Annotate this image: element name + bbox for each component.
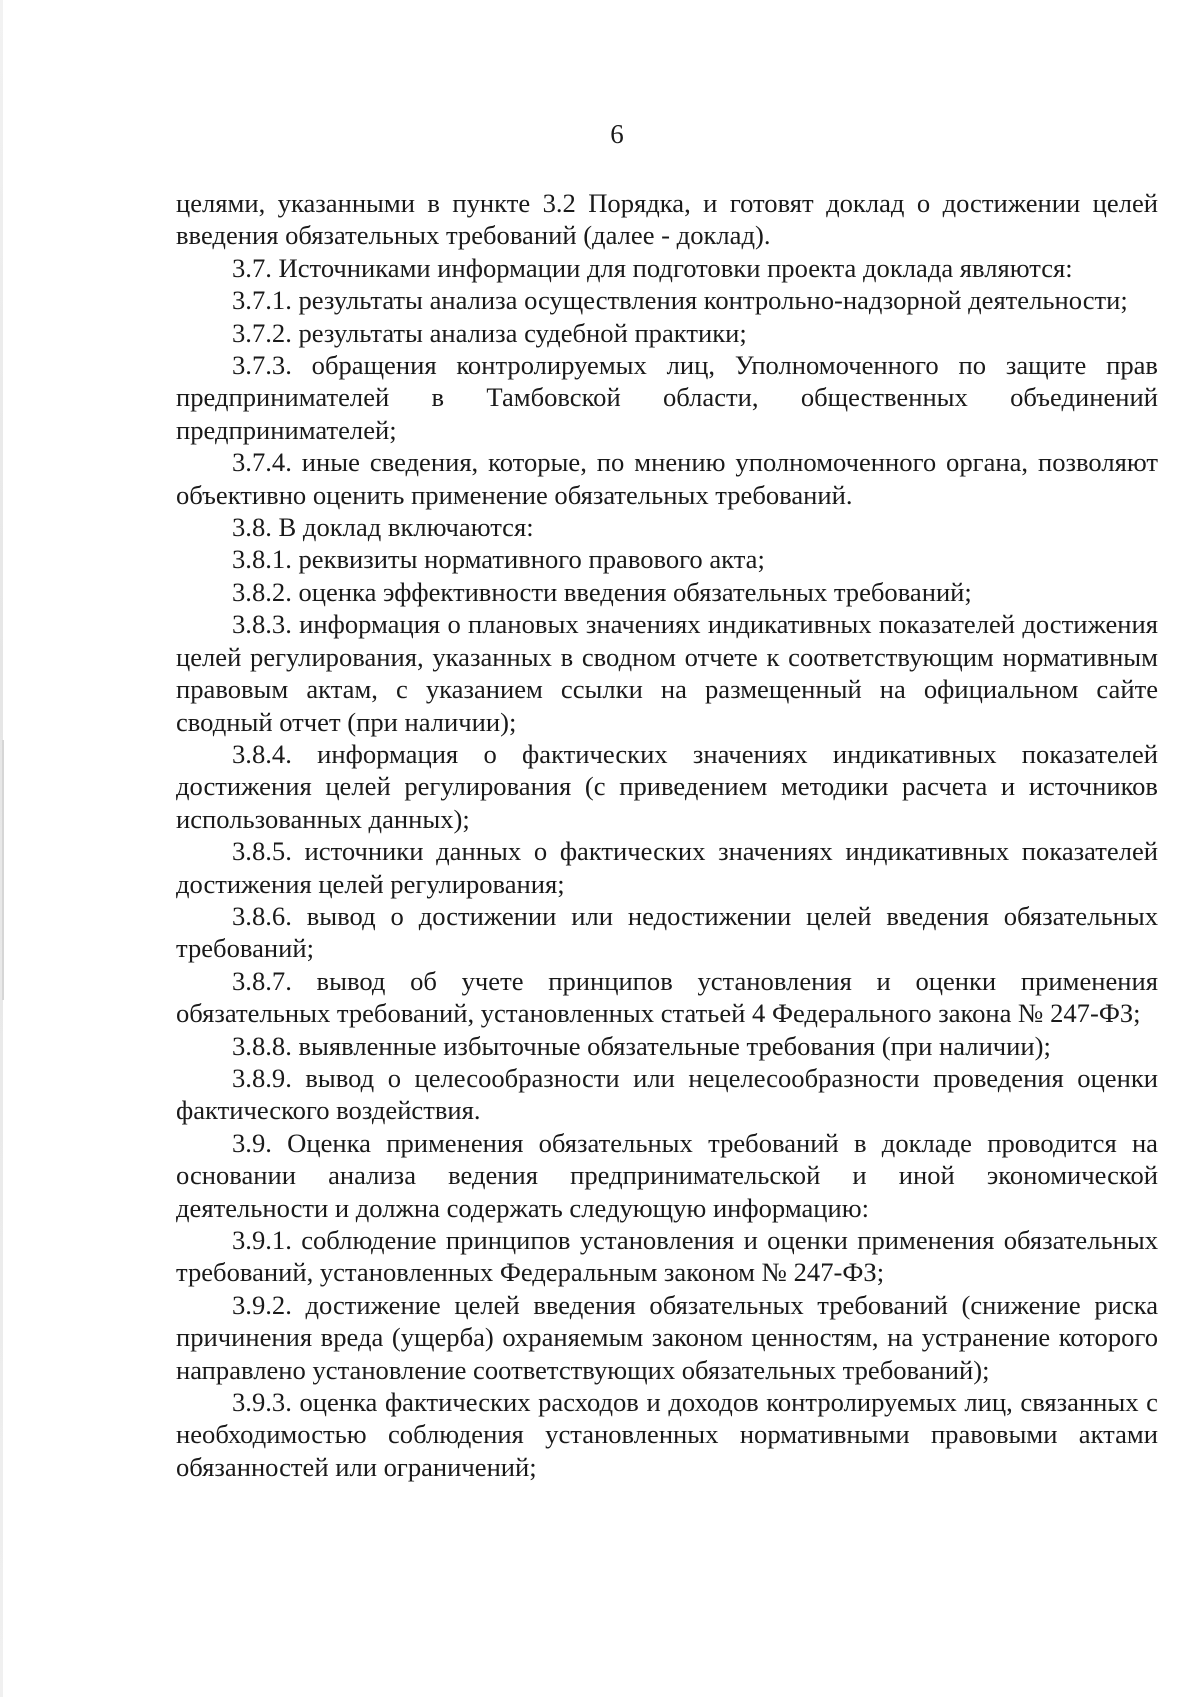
paragraph-3-8-4: 3.8.4. информация о фактических значениях индикативных показателей достижения целей регулирования (с приведением методики расчета и источников использованных данных);: [176, 738, 1158, 834]
paragraph-3-8-7: 3.8.7. вывод об учете принципов установления и оценки применения обязательных требований, установленных статьей 4 Федерального закона № 247-ФЗ;: [176, 965, 1158, 1029]
paragraph-3-7: 3.7. Источниками информации для подготовки проекта доклада являются:: [232, 252, 1073, 283]
paragraph-continuation: целями, указанными в пункте 3.2 Порядка, и готовят доклад о достижении целей введения обязательных требований (далее - доклад).: [176, 188, 1158, 251]
paragraph-3-8-8: 3.8.8. выявленные избыточные обязательные требования (при наличии);: [232, 1030, 1051, 1061]
scan-edge-mark: [2, 740, 4, 1000]
paragraph-3-8-9: 3.8.9. вывод о целесообразности или нецелесообразности проведения оценки фактического воздействия.: [176, 1062, 1158, 1126]
paragraph-3-8: 3.8. В доклад включаются:: [232, 512, 534, 543]
paragraph-3-8-2: 3.8.2. оценка эффективности введения обязательных требований;: [232, 576, 972, 607]
paragraph-3-7-1: 3.7.1. результаты анализа осуществления контрольно-надзорной деятельности;: [232, 285, 1128, 316]
paragraph-3-8-3: 3.8.3. информация о плановых значениях индикативных показателей достижения целей регулирования, указанных в сводном отчете к соответствующим нормативным правовым актам, с указанием ссылки на размещенный на официальном сайте сводный отчет (при наличии);: [176, 609, 1158, 737]
paragraph-3-8-1: 3.8.1. реквизиты нормативного правового акта;: [232, 544, 765, 575]
paragraph-3-7-2: 3.7.2. результаты анализа судебной практики;: [232, 317, 747, 348]
paragraph-3-9: 3.9. Оценка применения обязательных требований в докладе проводится на основании анализа ведения предпринимательской и иной экономической деятельности и должна содержать следующую информацию:: [176, 1127, 1158, 1223]
paragraph-3-9-1: 3.9.1. соблюдение принципов установления и оценки применения обязательных требований, установленных Федеральным законом № 247-ФЗ;: [176, 1225, 1158, 1288]
paragraph-3-9-2: 3.9.2. достижение целей введения обязательных требований (снижение риска причинения вреда (ущерба) охраняемым законом ценностям, на устранение которого направлено установление соответствующих обязательных требований);: [176, 1289, 1158, 1385]
paragraph-3-7-4: 3.7.4. иные сведения, которые, по мнению уполномоченного органа, позволяют объективно оценить применение обязательных требований.: [176, 447, 1158, 510]
paragraph-3-7-3: 3.7.3. обращения контролируемых лиц, Уполномоченного по защите прав предпринимателей в Тамбовской области, общественных объединений предпринимателей;: [176, 350, 1158, 445]
paragraph-3-9-3: 3.9.3. оценка фактических расходов и доходов контролируемых лиц, связанных с необходимостью соблюдения установленных нормативными правовыми актами обязанностей или ограничений;: [176, 1387, 1158, 1482]
paragraph-3-8-6: 3.8.6. вывод о достижении или недостижении целей введения обязательных требований;: [176, 900, 1158, 964]
page-number: 6: [610, 119, 624, 149]
paragraph-3-8-5: 3.8.5. источники данных о фактических значениях индикативных показателей достижения целей регулирования;: [176, 836, 1158, 899]
document-body: [176, 187, 1158, 1483]
